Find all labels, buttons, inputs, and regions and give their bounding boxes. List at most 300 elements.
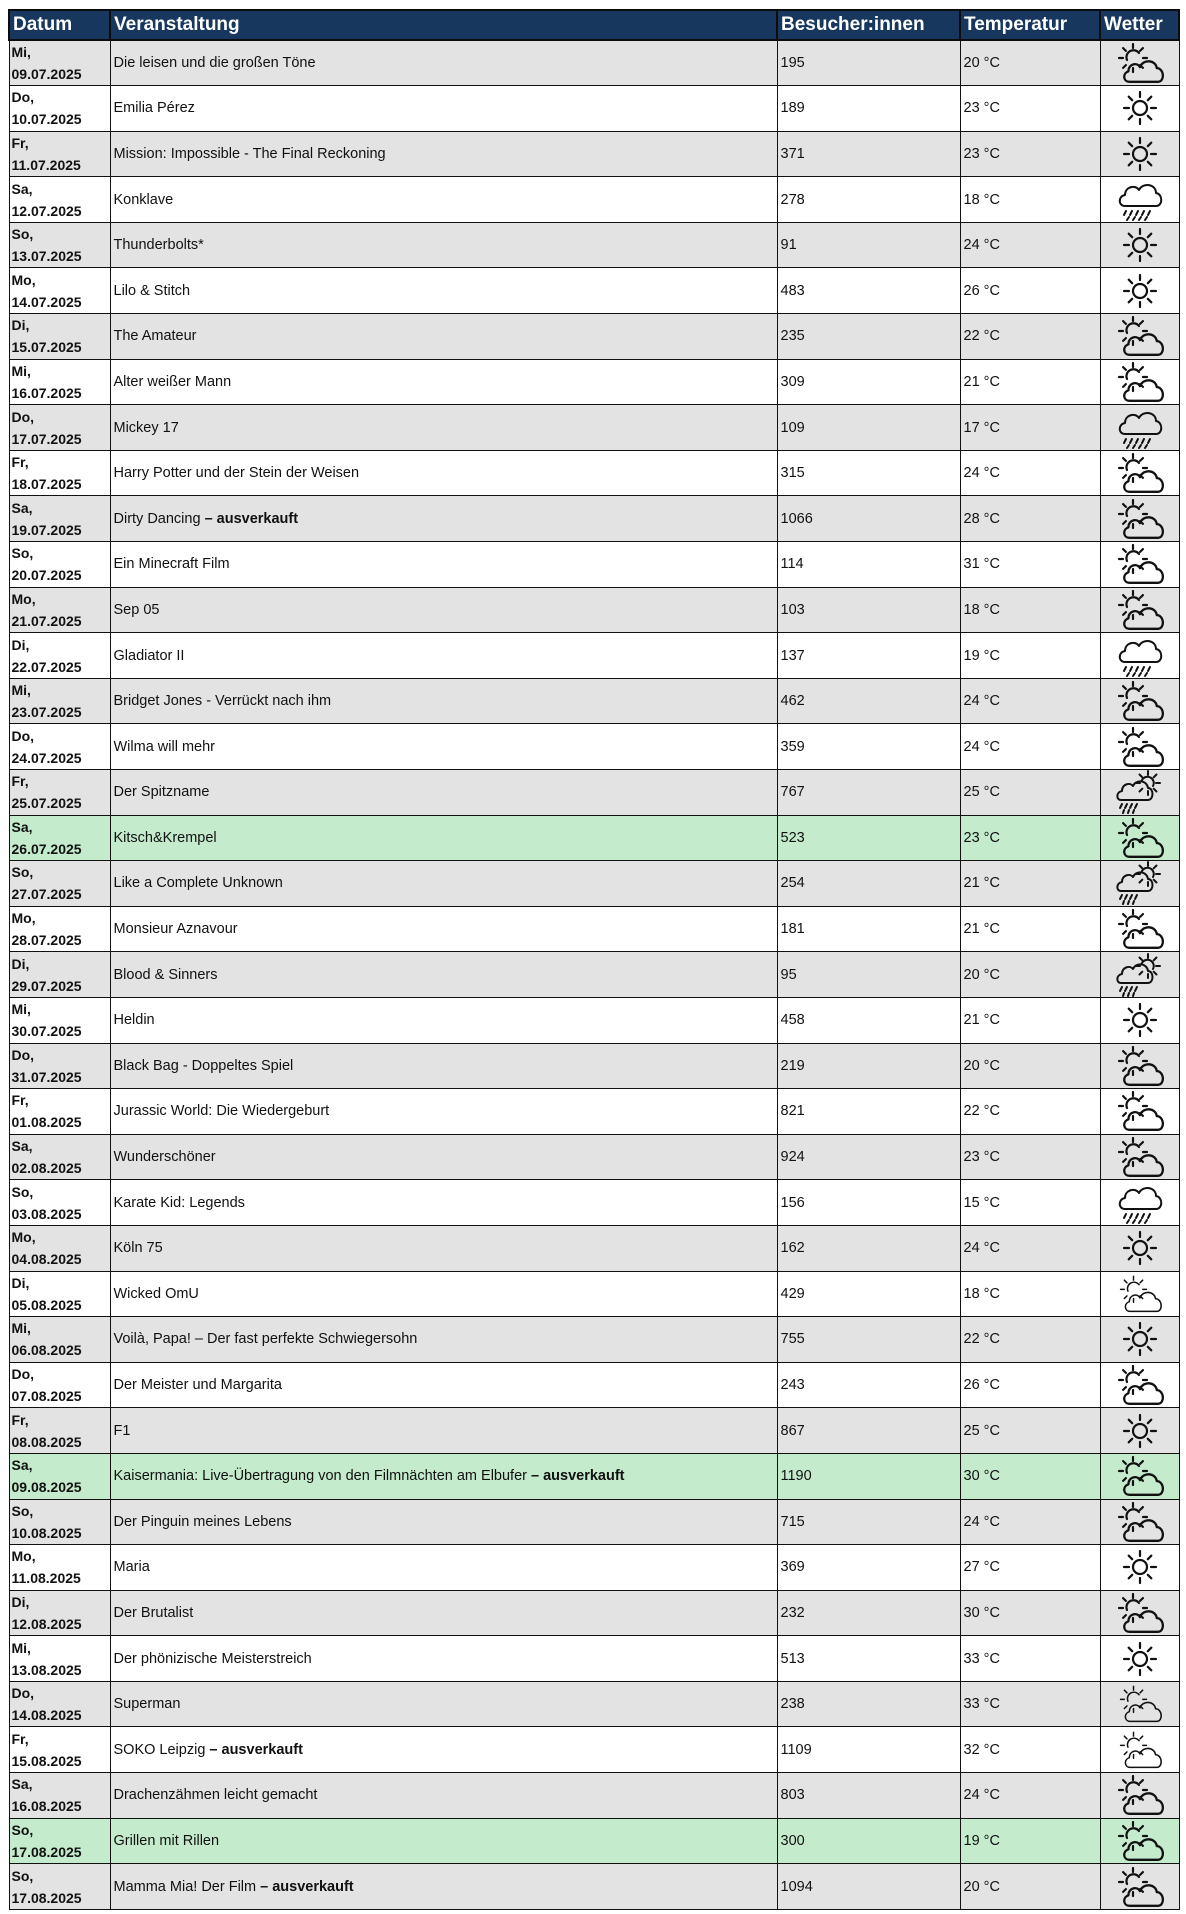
date-cell[interactable] xyxy=(9,1818,110,1864)
date-cell[interactable] xyxy=(9,587,110,633)
temperature-cell[interactable]: 27 °C xyxy=(960,1545,1100,1591)
visitors-cell[interactable]: 95 xyxy=(777,952,960,998)
weekday: Sa, xyxy=(11,1138,33,1155)
date-value: 03.08.2025 xyxy=(11,1205,82,1222)
partly-cloudy-icon xyxy=(1113,315,1167,357)
date-cell[interactable] xyxy=(9,1134,110,1180)
date-cell[interactable] xyxy=(9,405,110,451)
date-cell[interactable] xyxy=(9,678,110,724)
weather-cell[interactable] xyxy=(1100,861,1179,907)
weather-cell[interactable] xyxy=(1100,496,1179,542)
weather-cell[interactable] xyxy=(1100,1180,1179,1226)
event-cell[interactable] xyxy=(110,1134,777,1180)
event-cell[interactable] xyxy=(110,952,777,998)
weather-cell[interactable] xyxy=(1100,815,1179,861)
sun-icon xyxy=(1120,1639,1160,1679)
date-value: 20.07.2025 xyxy=(11,567,82,584)
event-cell[interactable] xyxy=(110,314,777,360)
table-row xyxy=(9,1408,1179,1454)
visitors-cell[interactable]: 137 xyxy=(777,633,960,679)
event-cell[interactable] xyxy=(110,40,777,86)
date-cell[interactable] xyxy=(9,1089,110,1135)
visitors-cell[interactable]: 219 xyxy=(777,1043,960,1089)
temperature-cell[interactable]: 21 °C xyxy=(960,997,1100,1043)
rain-cloud-icon xyxy=(1116,406,1164,450)
visitors-cell[interactable]: 1109 xyxy=(777,1727,960,1773)
temperature-cell[interactable]: 24 °C xyxy=(960,1225,1100,1271)
temperature-cell[interactable]: 31 °C xyxy=(960,542,1100,588)
table-row xyxy=(9,1317,1179,1363)
visitors-cell[interactable]: 181 xyxy=(777,906,960,952)
table-row xyxy=(9,1043,1179,1089)
date-cell[interactable] xyxy=(9,496,110,542)
temperature-cell[interactable]: 19 °C xyxy=(960,633,1100,679)
temperature-cell[interactable]: 20 °C xyxy=(960,952,1100,998)
weather-cell[interactable] xyxy=(1100,906,1179,952)
partly-cloudy-icon xyxy=(1115,1274,1165,1314)
date-cell[interactable] xyxy=(9,1636,110,1682)
date-cell[interactable] xyxy=(9,1773,110,1819)
event-title: Wilma will mehr xyxy=(113,738,215,755)
date-cell[interactable] xyxy=(9,359,110,405)
weather-cell[interactable] xyxy=(1100,1864,1179,1910)
temperature-cell[interactable]: 24 °C xyxy=(960,222,1100,268)
date-cell[interactable] xyxy=(9,906,110,952)
weekday: So, xyxy=(11,1502,34,1519)
event-title: The Amateur xyxy=(113,328,197,345)
temperature-cell[interactable]: 25 °C xyxy=(960,1408,1100,1454)
event-cell[interactable] xyxy=(110,1636,777,1682)
weather-cell[interactable] xyxy=(1100,678,1179,724)
header-date[interactable]: Datum xyxy=(9,10,110,40)
weekday: Mi, xyxy=(11,682,31,699)
header-temperature[interactable]: Temperatur xyxy=(960,10,1100,40)
temperature-cell[interactable]: 22 °C xyxy=(960,314,1100,360)
date-cell[interactable] xyxy=(9,131,110,177)
sun-icon xyxy=(1120,1000,1160,1040)
visitors-cell[interactable]: 429 xyxy=(777,1271,960,1317)
weather-cell[interactable] xyxy=(1100,450,1179,496)
event-cell[interactable] xyxy=(110,770,777,816)
table-row xyxy=(9,633,1179,679)
table-row xyxy=(9,40,1179,86)
partly-cloudy-icon xyxy=(1113,817,1167,859)
event-cell[interactable] xyxy=(110,1180,777,1226)
date-value: 27.07.2025 xyxy=(11,886,82,903)
event-cell[interactable] xyxy=(110,1681,777,1727)
event-title: Alter weißer Mann xyxy=(113,373,232,390)
event-title: Blood & Sinners xyxy=(113,966,218,983)
table-row xyxy=(9,952,1179,998)
visitors-cell[interactable]: 309 xyxy=(777,359,960,405)
partly-cloudy-icon xyxy=(1113,908,1167,950)
temperature-cell[interactable]: 30 °C xyxy=(960,1453,1100,1499)
event-cell[interactable] xyxy=(110,1043,777,1089)
weather-cell[interactable] xyxy=(1100,1134,1179,1180)
weather-cell[interactable] xyxy=(1100,542,1179,588)
temperature-cell[interactable]: 18 °C xyxy=(960,1271,1100,1317)
visitors-cell[interactable]: 359 xyxy=(777,724,960,770)
weather-cell[interactable] xyxy=(1100,587,1179,633)
weekday: Mi, xyxy=(11,44,31,61)
date-cell[interactable] xyxy=(9,268,110,314)
event-title: Lilo & Stitch xyxy=(113,282,191,299)
visitors-cell[interactable]: 278 xyxy=(777,177,960,223)
temperature-cell[interactable]: 19 °C xyxy=(960,1818,1100,1864)
date-cell[interactable] xyxy=(9,1864,110,1910)
event-cell[interactable] xyxy=(110,997,777,1043)
event-cell[interactable] xyxy=(110,1727,777,1773)
visitors-cell[interactable]: 109 xyxy=(777,405,960,451)
visitors-cell[interactable]: 1066 xyxy=(777,496,960,542)
temperature-cell[interactable]: 21 °C xyxy=(960,359,1100,405)
date-cell[interactable] xyxy=(9,724,110,770)
event-cell[interactable] xyxy=(110,496,777,542)
event-cell[interactable] xyxy=(110,1317,777,1363)
temperature-cell[interactable]: 28 °C xyxy=(960,496,1100,542)
weather-cell[interactable] xyxy=(1100,1089,1179,1135)
event-title: SOKO Leipzig xyxy=(113,1741,210,1758)
temperature-cell[interactable]: 24 °C xyxy=(960,724,1100,770)
visitors-cell[interactable]: 513 xyxy=(777,1636,960,1682)
table-row xyxy=(9,1727,1179,1773)
weather-cell[interactable] xyxy=(1100,1225,1179,1271)
event-cell[interactable] xyxy=(110,1545,777,1591)
table-row xyxy=(9,496,1179,542)
event-title: F1 xyxy=(113,1422,131,1439)
event-title: Mamma Mia! Der Film xyxy=(113,1878,261,1895)
temperature-cell[interactable]: 33 °C xyxy=(960,1681,1100,1727)
event-title: Emilia Pérez xyxy=(113,100,195,117)
visitors-cell[interactable]: 483 xyxy=(777,268,960,314)
date-cell[interactable] xyxy=(9,1453,110,1499)
weather-cell[interactable] xyxy=(1100,1727,1179,1773)
visitors-cell[interactable]: 156 xyxy=(777,1180,960,1226)
rain-cloud-icon xyxy=(1116,178,1164,222)
date-value: 24.07.2025 xyxy=(11,749,82,766)
weather-cell[interactable] xyxy=(1100,268,1179,314)
visitors-cell[interactable]: 103 xyxy=(777,587,960,633)
temperature-cell[interactable]: 23 °C xyxy=(960,131,1100,177)
temperature-cell[interactable]: 24 °C xyxy=(960,450,1100,496)
date-cell[interactable] xyxy=(9,314,110,360)
visitors-cell[interactable]: 1094 xyxy=(777,1864,960,1910)
partly-cloudy-icon xyxy=(1113,1820,1167,1862)
event-cell[interactable] xyxy=(110,861,777,907)
date-value: 31.07.2025 xyxy=(11,1068,82,1085)
weather-cell[interactable] xyxy=(1100,952,1179,998)
weather-cell[interactable] xyxy=(1100,1499,1179,1545)
temperature-cell[interactable]: 18 °C xyxy=(960,177,1100,223)
date-cell[interactable] xyxy=(9,86,110,132)
date-cell[interactable] xyxy=(9,542,110,588)
date-cell[interactable] xyxy=(9,1317,110,1363)
event-cell[interactable] xyxy=(110,633,777,679)
date-cell[interactable] xyxy=(9,177,110,223)
date-value: 09.07.2025 xyxy=(11,66,82,83)
visitors-cell[interactable]: 715 xyxy=(777,1499,960,1545)
weekday: Mo, xyxy=(11,1229,36,1246)
date-value: 22.07.2025 xyxy=(11,658,82,675)
event-cell[interactable] xyxy=(110,1225,777,1271)
temperature-cell[interactable]: 26 °C xyxy=(960,268,1100,314)
partly-cloudy-icon xyxy=(1113,1501,1167,1543)
event-cell[interactable] xyxy=(110,815,777,861)
event-title: Konklave xyxy=(113,191,174,208)
weekday: So, xyxy=(11,1821,34,1838)
date-cell[interactable] xyxy=(9,1225,110,1271)
temperature-cell[interactable]: 33 °C xyxy=(960,1636,1100,1682)
weather-cell[interactable] xyxy=(1100,314,1179,360)
sun-icon xyxy=(1120,1228,1160,1268)
event-cell[interactable] xyxy=(110,1773,777,1819)
visitors-cell[interactable]: 803 xyxy=(777,1773,960,1819)
visitors-cell[interactable]: 315 xyxy=(777,450,960,496)
event-cell[interactable] xyxy=(110,1499,777,1545)
visitors-cell[interactable]: 114 xyxy=(777,542,960,588)
partly-cloudy-icon xyxy=(1115,1684,1165,1724)
temperature-cell[interactable]: 23 °C xyxy=(960,815,1100,861)
date-value: 12.08.2025 xyxy=(11,1615,82,1632)
temperature-cell[interactable]: 20 °C xyxy=(960,40,1100,86)
date-value: 04.08.2025 xyxy=(11,1251,82,1268)
date-cell[interactable] xyxy=(9,450,110,496)
date-cell[interactable] xyxy=(9,1681,110,1727)
visitors-cell[interactable]: 91 xyxy=(777,222,960,268)
weather-cell[interactable] xyxy=(1100,1773,1179,1819)
event-cell[interactable] xyxy=(110,1271,777,1317)
event-cell[interactable] xyxy=(110,542,777,588)
date-value: 06.08.2025 xyxy=(11,1342,82,1359)
visitors-cell[interactable]: 195 xyxy=(777,40,960,86)
visitors-cell[interactable]: 755 xyxy=(777,1317,960,1363)
date-cell[interactable] xyxy=(9,633,110,679)
weather-cell[interactable] xyxy=(1100,405,1179,451)
visitors-cell[interactable]: 458 xyxy=(777,997,960,1043)
event-cell[interactable] xyxy=(110,1453,777,1499)
partly-cloudy-icon xyxy=(1113,726,1167,768)
weather-cell[interactable] xyxy=(1100,770,1179,816)
weather-cell[interactable] xyxy=(1100,1636,1179,1682)
visitors-cell[interactable]: 523 xyxy=(777,815,960,861)
visitors-cell[interactable]: 371 xyxy=(777,131,960,177)
partly-cloudy-icon xyxy=(1113,498,1167,540)
event-cell[interactable] xyxy=(110,1818,777,1864)
event-cell[interactable] xyxy=(110,405,777,451)
visitors-cell[interactable]: 821 xyxy=(777,1089,960,1135)
weekday: So, xyxy=(11,864,34,881)
date-cell[interactable] xyxy=(9,1545,110,1591)
visitors-cell[interactable]: 767 xyxy=(777,770,960,816)
temperature-cell[interactable]: 20 °C xyxy=(960,1864,1100,1910)
table-row xyxy=(9,770,1179,816)
weekday: Mo, xyxy=(11,590,36,607)
visitors-cell[interactable]: 300 xyxy=(777,1818,960,1864)
event-cell[interactable] xyxy=(110,177,777,223)
event-cell[interactable] xyxy=(110,450,777,496)
partly-cloudy-icon xyxy=(1113,452,1167,494)
sun-icon xyxy=(1120,1547,1160,1587)
date-value: 11.08.2025 xyxy=(11,1570,81,1587)
date-cell[interactable] xyxy=(9,1590,110,1636)
event-title: Der Brutalist xyxy=(113,1604,194,1621)
weather-cell[interactable] xyxy=(1100,86,1179,132)
table-row xyxy=(9,405,1179,451)
event-cell[interactable] xyxy=(110,359,777,405)
date-value: 14.08.2025 xyxy=(11,1707,82,1724)
weather-cell[interactable] xyxy=(1100,177,1179,223)
event-cell[interactable] xyxy=(110,1590,777,1636)
temperature-cell[interactable]: 24 °C xyxy=(960,678,1100,724)
partly-cloudy-icon xyxy=(1115,1730,1165,1770)
temperature-cell[interactable]: 21 °C xyxy=(960,861,1100,907)
date-cell[interactable] xyxy=(9,222,110,268)
weekday: So, xyxy=(11,1867,34,1884)
date-cell[interactable] xyxy=(9,1271,110,1317)
weather-cell[interactable] xyxy=(1100,633,1179,679)
event-cell[interactable] xyxy=(110,724,777,770)
date-cell[interactable] xyxy=(9,952,110,998)
weather-cell[interactable] xyxy=(1100,1590,1179,1636)
weekday: Sa, xyxy=(11,818,33,835)
table-row xyxy=(9,1089,1179,1135)
event-cell[interactable] xyxy=(110,1864,777,1910)
temperature-cell[interactable]: 22 °C xyxy=(960,1317,1100,1363)
temperature-cell[interactable]: 18 °C xyxy=(960,587,1100,633)
weather-cell[interactable] xyxy=(1100,1408,1179,1454)
weather-cell[interactable] xyxy=(1100,1453,1179,1499)
temperature-cell[interactable]: 22 °C xyxy=(960,1089,1100,1135)
weather-cell[interactable] xyxy=(1100,40,1179,86)
partly-cloudy-icon xyxy=(1113,1364,1167,1406)
visitors-cell[interactable]: 369 xyxy=(777,1545,960,1591)
event-cell[interactable] xyxy=(110,678,777,724)
date-cell[interactable] xyxy=(9,770,110,816)
temperature-cell[interactable]: 30 °C xyxy=(960,1590,1100,1636)
partly-cloudy-icon xyxy=(1113,1592,1167,1634)
header-visitors[interactable]: Besucher:innen xyxy=(777,10,960,40)
event-cell[interactable] xyxy=(110,906,777,952)
date-cell[interactable] xyxy=(9,861,110,907)
weather-cell[interactable] xyxy=(1100,997,1179,1043)
date-cell[interactable] xyxy=(9,1362,110,1408)
sun-icon xyxy=(1120,134,1160,174)
visitors-cell[interactable]: 232 xyxy=(777,1590,960,1636)
date-cell[interactable] xyxy=(9,1499,110,1545)
table-row xyxy=(9,177,1179,223)
event-cell[interactable] xyxy=(110,1408,777,1454)
event-cell[interactable] xyxy=(110,268,777,314)
header-event[interactable]: Veranstaltung xyxy=(110,10,777,40)
temperature-cell[interactable]: 21 °C xyxy=(960,906,1100,952)
temperature-cell[interactable]: 17 °C xyxy=(960,405,1100,451)
sold-out-note: – ausverkauft xyxy=(209,1741,303,1758)
event-cell[interactable] xyxy=(110,86,777,132)
weather-cell[interactable] xyxy=(1100,222,1179,268)
weekday: Mo, xyxy=(11,910,36,927)
event-cell[interactable] xyxy=(110,1362,777,1408)
weekday: Do, xyxy=(11,1366,35,1383)
weekday: Fr, xyxy=(11,1092,29,1109)
weather-cell[interactable] xyxy=(1100,1317,1179,1363)
temperature-cell[interactable]: 20 °C xyxy=(960,1043,1100,1089)
date-cell[interactable] xyxy=(9,1043,110,1089)
visitors-cell[interactable]: 243 xyxy=(777,1362,960,1408)
visitors-cell[interactable]: 924 xyxy=(777,1134,960,1180)
date-cell[interactable] xyxy=(9,815,110,861)
weather-cell[interactable] xyxy=(1100,1545,1179,1591)
event-title: Drachenzähmen leicht gemacht xyxy=(113,1787,318,1804)
date-cell[interactable] xyxy=(9,40,110,86)
date-cell[interactable] xyxy=(9,997,110,1043)
date-value: 25.07.2025 xyxy=(11,795,82,812)
event-cell[interactable] xyxy=(110,131,777,177)
temperature-cell[interactable]: 24 °C xyxy=(960,1499,1100,1545)
date-value: 13.08.2025 xyxy=(11,1661,82,1678)
weather-cell[interactable] xyxy=(1100,131,1179,177)
temperature-cell[interactable]: 32 °C xyxy=(960,1727,1100,1773)
event-cell[interactable] xyxy=(110,1089,777,1135)
weather-cell[interactable] xyxy=(1100,1271,1179,1317)
temperature-cell[interactable]: 26 °C xyxy=(960,1362,1100,1408)
weather-cell[interactable] xyxy=(1100,1681,1179,1727)
weekday: So, xyxy=(11,226,34,243)
date-cell[interactable] xyxy=(9,1408,110,1454)
visitors-cell[interactable]: 162 xyxy=(777,1225,960,1271)
temperature-cell[interactable]: 24 °C xyxy=(960,1773,1100,1819)
visitors-cell[interactable]: 1190 xyxy=(777,1453,960,1499)
partly-cloudy-icon xyxy=(1113,1866,1167,1908)
visitors-cell[interactable]: 462 xyxy=(777,678,960,724)
event-title: Voilà, Papa! – Der fast perfekte Schwiegersohn xyxy=(113,1331,418,1348)
table-row xyxy=(9,1453,1179,1499)
header-weather[interactable]: Wetter xyxy=(1100,10,1179,40)
temperature-cell[interactable]: 23 °C xyxy=(960,86,1100,132)
table-row xyxy=(9,1773,1179,1819)
date-cell[interactable] xyxy=(9,1727,110,1773)
date-value: 01.08.2025 xyxy=(11,1114,82,1131)
visitors-cell[interactable]: 189 xyxy=(777,86,960,132)
table-row xyxy=(9,997,1179,1043)
temperature-cell[interactable]: 25 °C xyxy=(960,770,1100,816)
date-value: 10.08.2025 xyxy=(11,1524,82,1541)
weekday: Do, xyxy=(11,1685,35,1702)
temperature-cell[interactable]: 15 °C xyxy=(960,1180,1100,1226)
weather-cell[interactable] xyxy=(1100,1043,1179,1089)
weather-cell[interactable] xyxy=(1100,724,1179,770)
sun-shower-icon xyxy=(1115,953,1165,997)
table-row xyxy=(9,1134,1179,1180)
date-value: 16.08.2025 xyxy=(11,1798,82,1815)
date-cell[interactable] xyxy=(9,1180,110,1226)
event-cell[interactable] xyxy=(110,222,777,268)
weather-cell[interactable] xyxy=(1100,359,1179,405)
table-row xyxy=(9,1681,1179,1727)
date-value: 16.07.2025 xyxy=(11,384,82,401)
weather-cell[interactable] xyxy=(1100,1818,1179,1864)
temperature-cell[interactable]: 23 °C xyxy=(960,1134,1100,1180)
date-value: 30.07.2025 xyxy=(11,1023,82,1040)
event-cell[interactable] xyxy=(110,587,777,633)
table-row xyxy=(9,815,1179,861)
visitors-cell[interactable]: 235 xyxy=(777,314,960,360)
visitors-cell[interactable]: 254 xyxy=(777,861,960,907)
visitors-cell[interactable]: 867 xyxy=(777,1408,960,1454)
date-value: 11.07.2025 xyxy=(11,156,81,173)
table-row xyxy=(9,1225,1179,1271)
weather-cell[interactable] xyxy=(1100,1362,1179,1408)
visitors-cell[interactable]: 238 xyxy=(777,1681,960,1727)
